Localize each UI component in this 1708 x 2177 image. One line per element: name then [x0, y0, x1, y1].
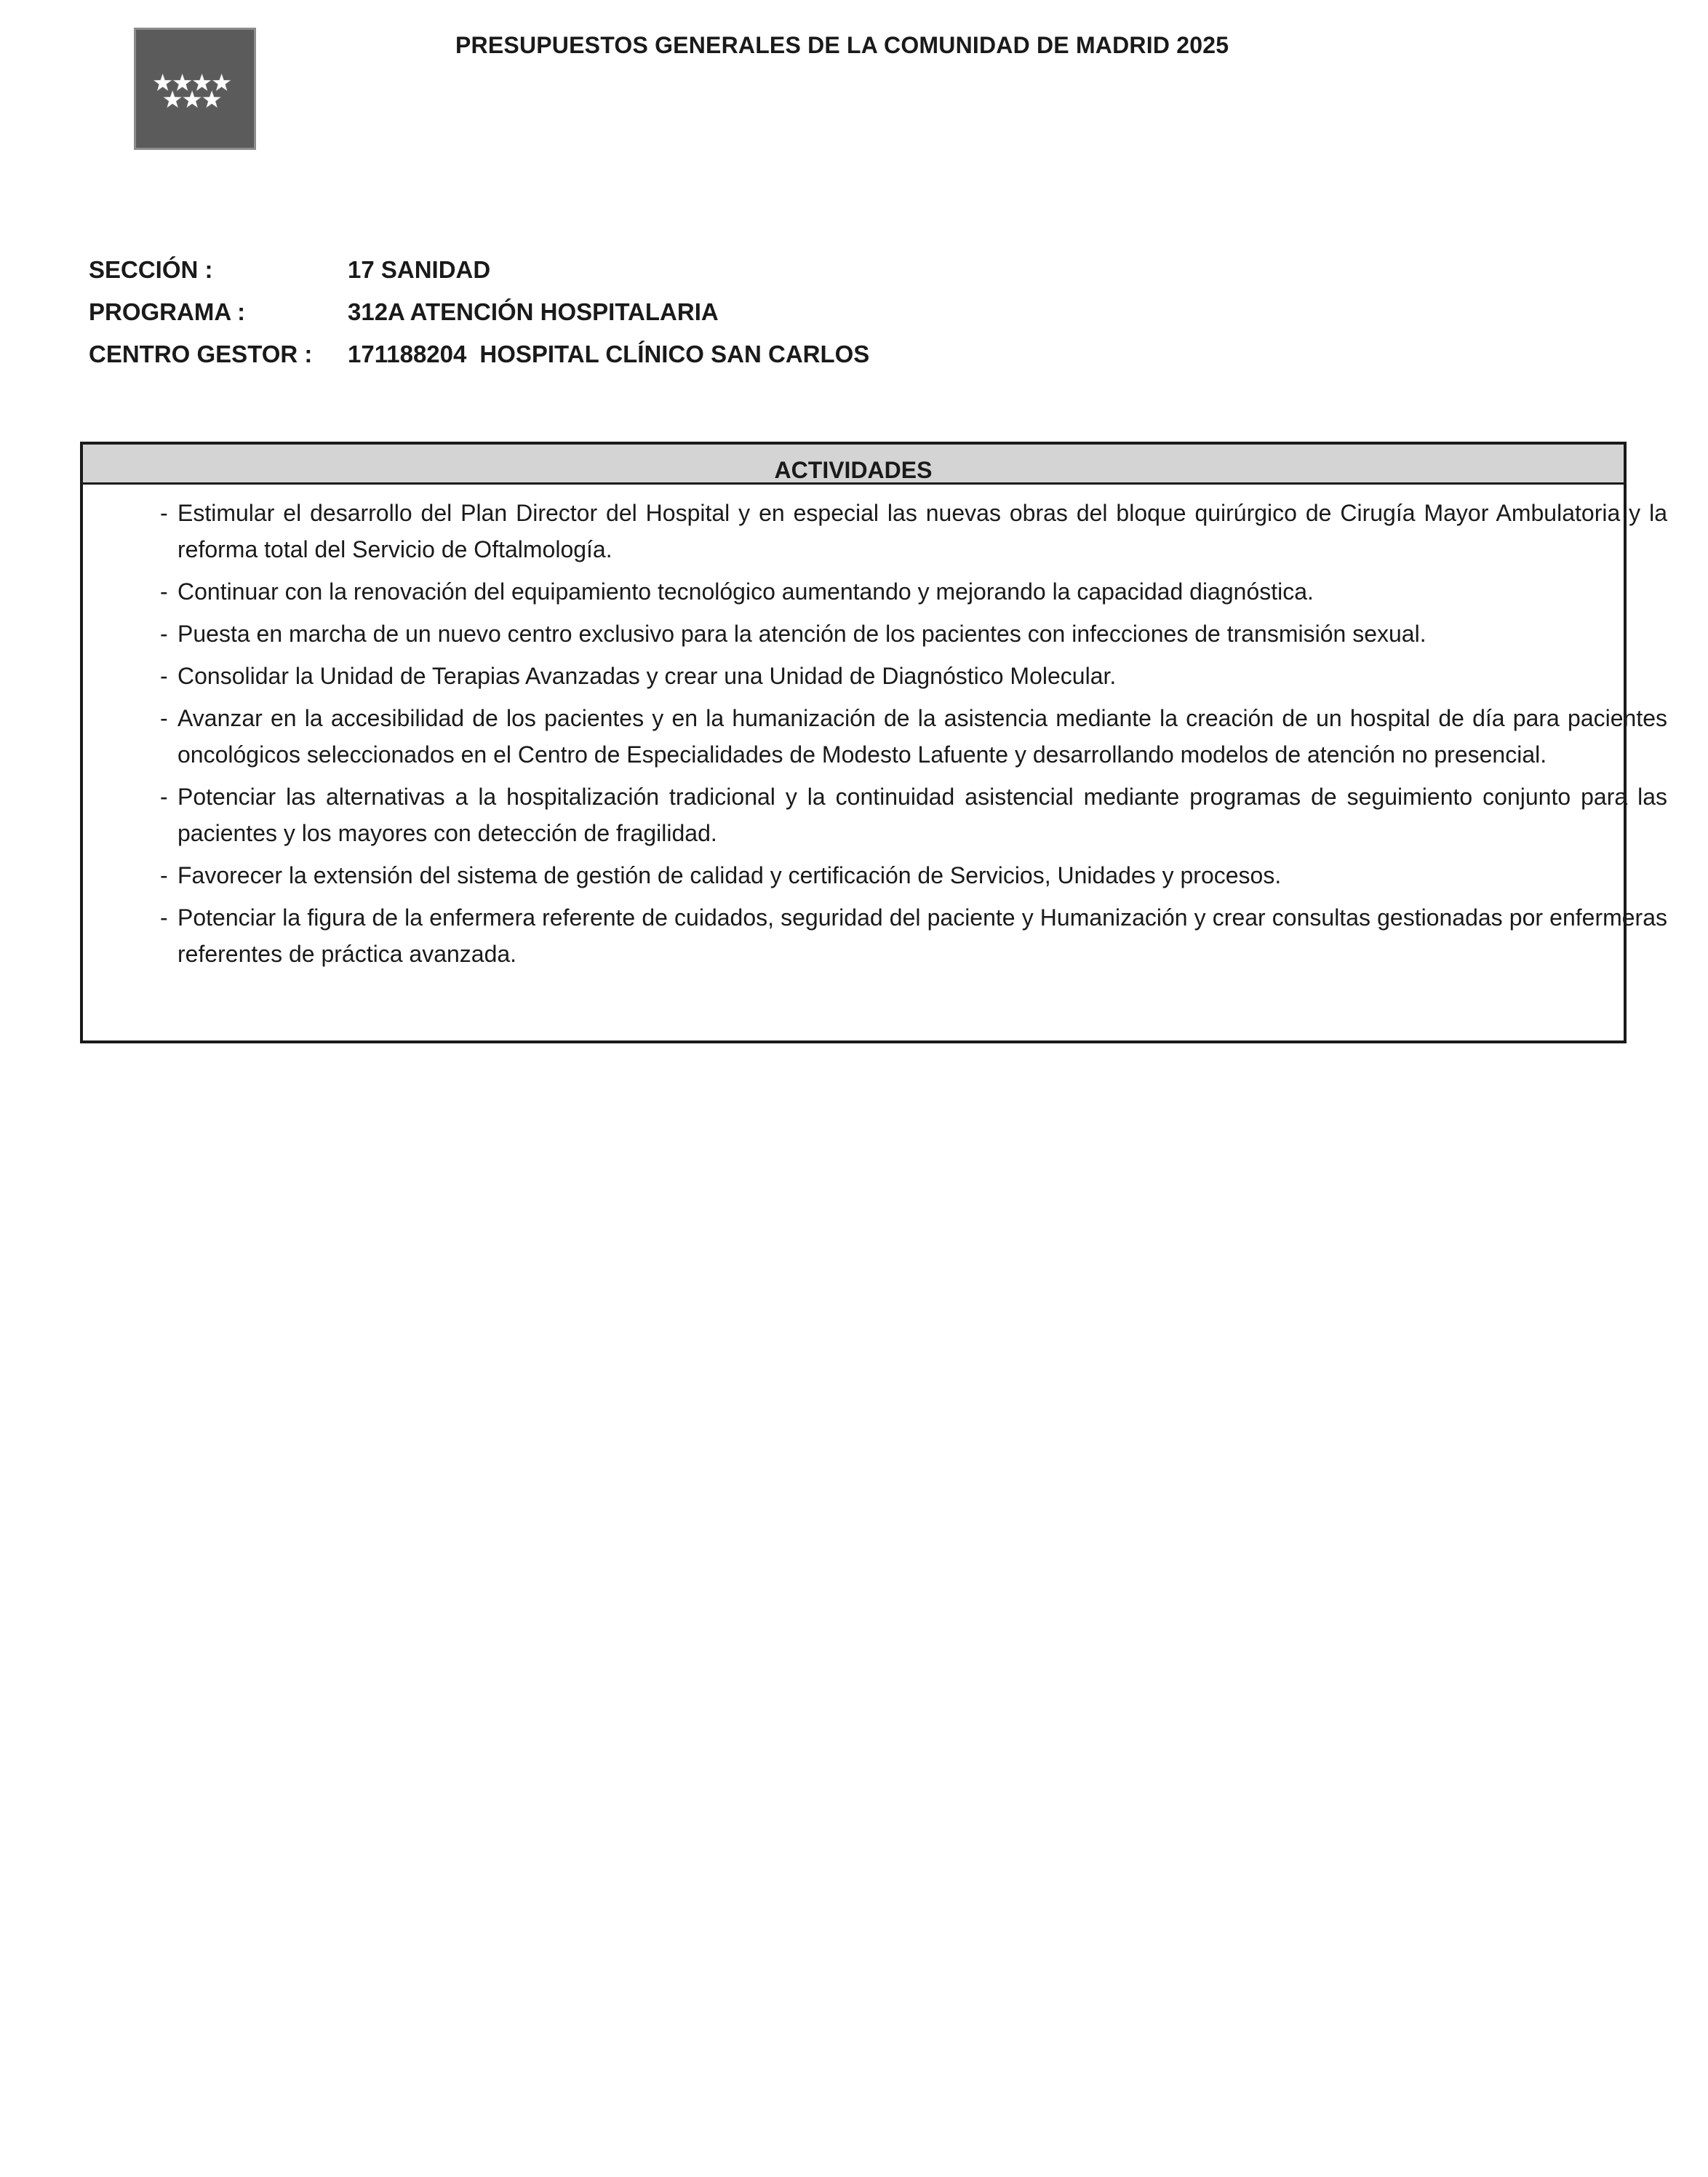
list-item: - Potenciar las alternativas a la hospitalización tradicional y la continuidad asistencial mediante programas de seguimiento conjunto para las pacientes y los mayores con detección de fragilidad. [177, 779, 1667, 851]
centro-gestor-label: CENTRO GESTOR : [89, 341, 313, 367]
list-item: - Continuar con la renovación del equipamiento tecnológico aumentando y mejorando la capacidad diagnóstica. [177, 573, 1667, 610]
actividades-box [80, 442, 1667, 1043]
programa-row [89, 298, 719, 326]
list-item: - Potenciar la figura de la enfermera referente de cuidados, seguridad del paciente y Humanización y crear consultas gestionadas por enfermeras referentes de práctica avanzada. [177, 899, 1667, 972]
page-title: PRESUPUESTOS GENERALES DE LA COMUNIDAD DE MADRID 2025 [455, 32, 1229, 58]
programa-label: PROGRAMA : [89, 298, 246, 325]
actividades-list [83, 485, 1667, 972]
comunidad-madrid-logo-icon [134, 28, 256, 150]
centro-gestor-code: 171188204 [348, 341, 467, 367]
list-item: - Avanzar en la accesibilidad de los pacientes y en la humanización de la asistencia mediante la creación de un hospital de día para pacientes oncológicos seleccionados en el Centro de Especialidades de Modesto Lafuente y desarrollando modelos de atención no presencial. [177, 700, 1667, 773]
actividades-heading: ACTIVIDADES [83, 445, 1624, 485]
stars-icon [136, 30, 254, 148]
seccion-label: SECCIÓN : [89, 256, 213, 283]
centro-gestor-row [89, 341, 869, 368]
seccion-value: 17 SANIDAD [348, 256, 491, 283]
list-item: - Favorecer la extensión del sistema de gestión de calidad y certificación de Servicios, Unidades y procesos. [177, 857, 1667, 894]
list-item: - Consolidar la Unidad de Terapias Avanzadas y crear una Unidad de Diagnóstico Molecular. [177, 658, 1667, 694]
seccion-row [89, 256, 490, 284]
list-item: - Puesta en marcha de un nuevo centro exclusivo para la atención de los pacientes con infecciones de transmisión sexual. [177, 616, 1667, 652]
list-item: - Estimular el desarrollo del Plan Director del Hospital y en especial las nuevas obras del bloque quirúrgico de Cirugía Mayor Ambulatoria y la reforma total del Servicio de Oftalmología. [177, 495, 1667, 568]
centro-gestor-name: HOSPITAL CLÍNICO SAN CARLOS [479, 341, 870, 367]
programa-value: 312A ATENCIÓN HOSPITALARIA [348, 298, 719, 325]
